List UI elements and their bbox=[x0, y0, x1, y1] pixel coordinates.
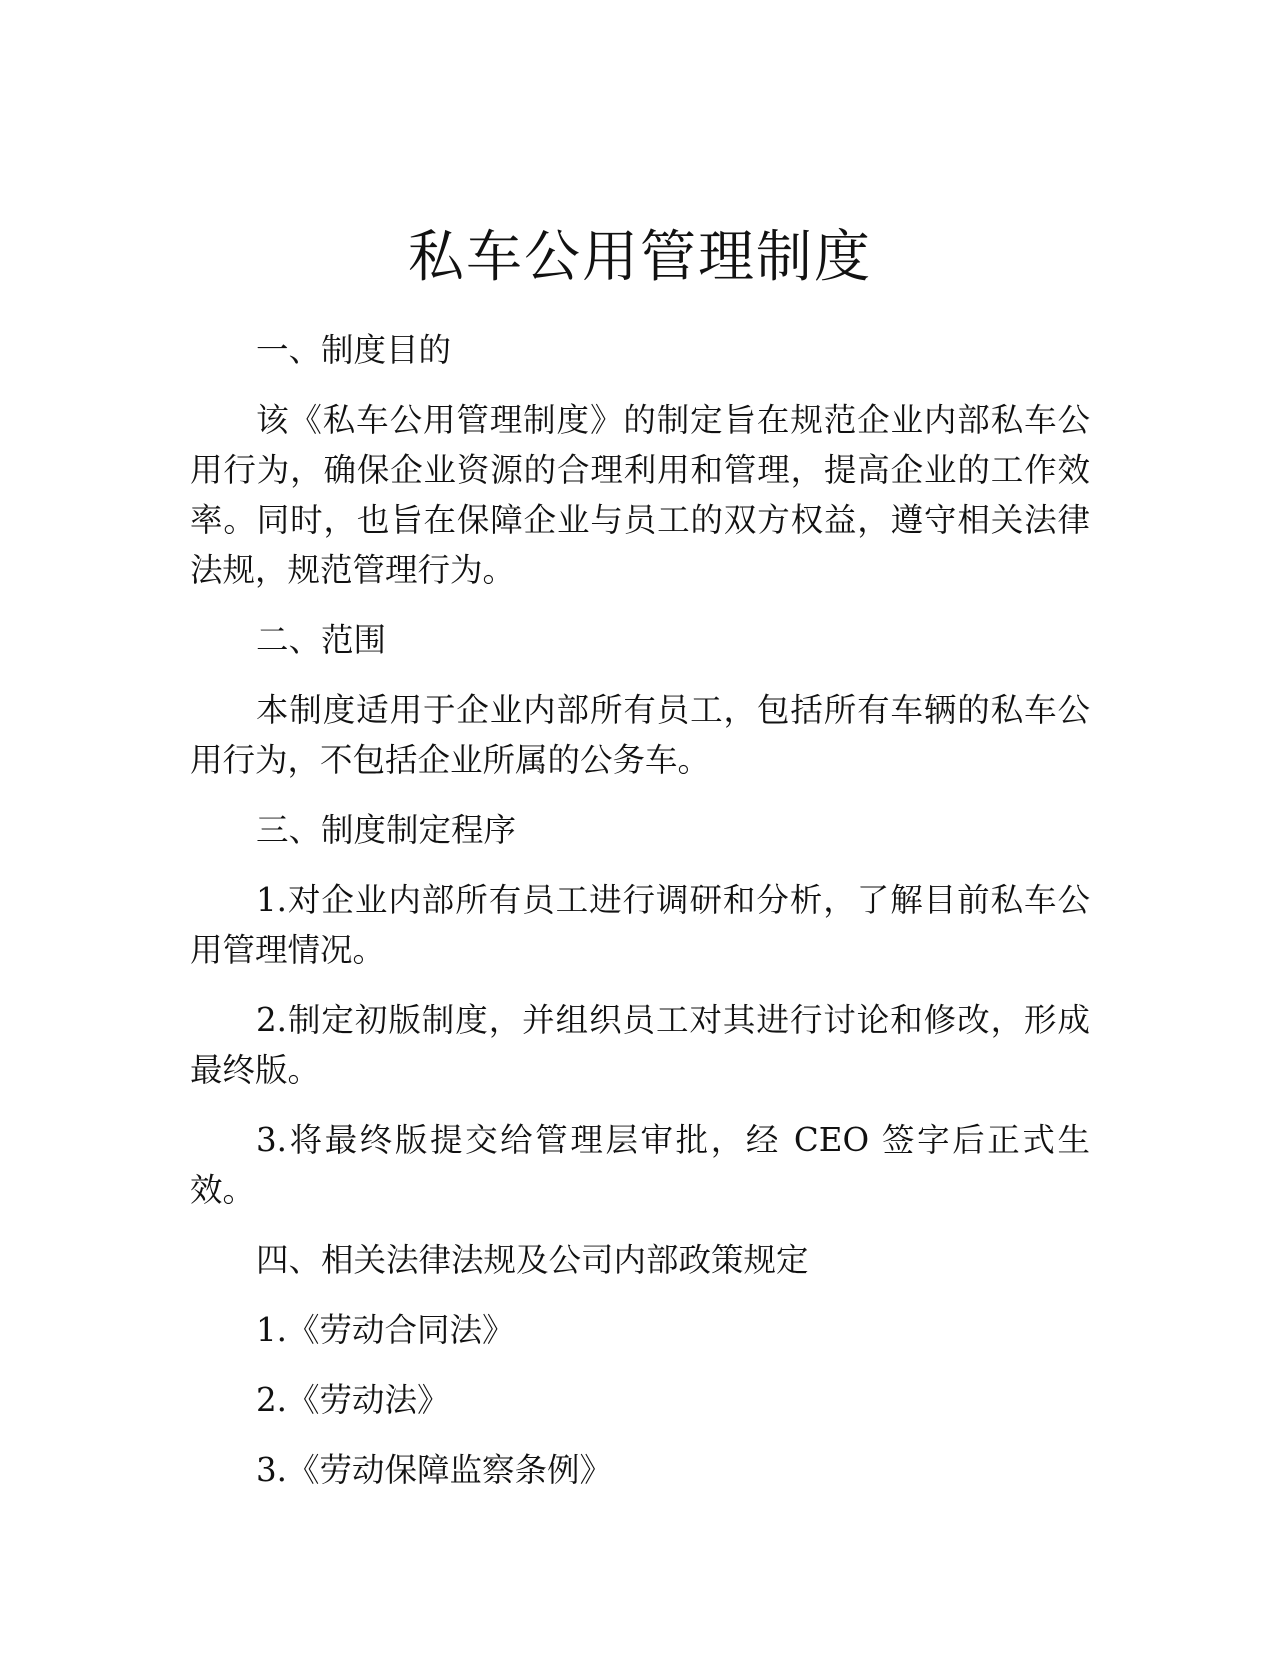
section-heading-procedure: 三、制度制定程序 bbox=[256, 811, 517, 849]
section-paragraph: 本制度适用于企业内部所有员工，包括所有车辆的私车公用行为，不包括企业所属的公务车。 bbox=[190, 691, 1090, 779]
section-heading-purpose: 一、制度目的 bbox=[256, 331, 452, 369]
regulation-item: 2.《劳动法》 bbox=[256, 1381, 450, 1419]
regulation-item: 1.《劳动合同法》 bbox=[256, 1311, 515, 1349]
section-paragraph: 该《私车公用管理制度》的制定旨在规范企业内部私车公用行为，确保企业资源的合理利用和管理，提高企业的工作效率。同时，也旨在保障企业与员工的双方权益，遵守相关法律法规，规范管理行为。 bbox=[190, 401, 1090, 589]
procedure-item: 1.对企业内部所有员工进行调研和分析，了解目前私车公用管理情况。 bbox=[190, 881, 1090, 969]
procedure-item: 3.将最终版提交给管理层审批，经 CEO 签字后正式生效。 bbox=[190, 1121, 1090, 1209]
document-body bbox=[190, 325, 1090, 1515]
regulation-item: 3.《劳动保障监察条例》 bbox=[256, 1451, 613, 1489]
section-heading-scope: 二、范围 bbox=[256, 621, 387, 659]
document-title: 私车公用管理制度 bbox=[408, 225, 872, 290]
procedure-item: 2.制定初版制度，并组织员工对其进行讨论和修改，形成最终版。 bbox=[190, 1001, 1090, 1089]
section-heading-regulations: 四、相关法律法规及公司内部政策规定 bbox=[256, 1241, 809, 1279]
